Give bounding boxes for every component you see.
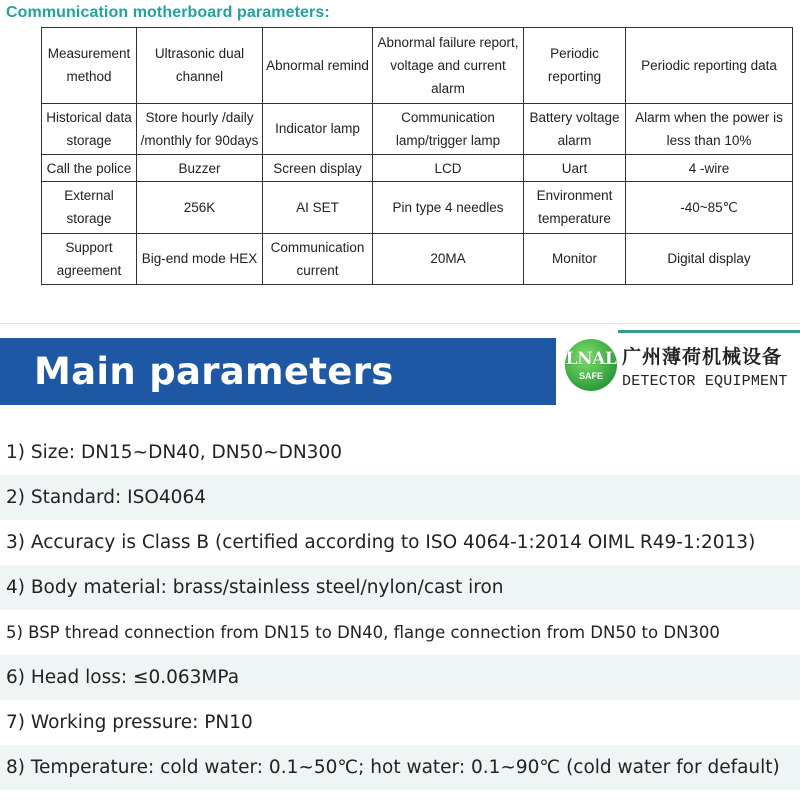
table-cell: Environment temperature (524, 182, 626, 233)
divider (0, 323, 800, 324)
table-cell: Store hourly /daily /monthly for 90days (137, 103, 263, 154)
list-item: 7) Working pressure: PN10 (6, 712, 253, 733)
table-cell: -40~85℃ (626, 182, 793, 233)
list-item: 1) Size: DN15~DN40, DN50~DN300 (6, 442, 342, 463)
list-item: 5) BSP thread connection from DN15 to DN40, flange connection from DN50 to DN300 (6, 623, 720, 642)
table-cell: Alarm when the power is less than 10% (626, 103, 793, 154)
table-cell: LCD (373, 154, 524, 181)
section-title: Communication motherboard parameters: (6, 4, 330, 21)
list-item: 8) Temperature: cold water: 0.1~50℃; hot water: 0.1~90℃ (cold water for default) (0, 745, 800, 790)
logo-accent-line (618, 330, 800, 333)
table-row (42, 233, 793, 284)
list-item: 4) Body material: brass/stainless steel/nylon/cast iron (0, 565, 800, 610)
main-parameters-list (0, 430, 800, 790)
list-item: 3) Accuracy is Class B (certified according to ISO 4064-1:2014 OIML R49-1:2013) (6, 532, 756, 553)
table-row (42, 182, 793, 233)
table-cell: AI SET (263, 182, 373, 233)
table-cell: 256K (137, 182, 263, 233)
table-cell: Periodic reporting (524, 28, 626, 104)
logo-sub: SAFE (578, 371, 603, 381)
table-cell: Pin type 4 needles (373, 182, 524, 233)
table-cell: Abnormal remind (263, 28, 373, 104)
table-cell: Periodic reporting data (626, 28, 793, 104)
parameters-table (41, 27, 793, 285)
table-cell: Indicator lamp (263, 103, 373, 154)
table-cell: Screen display (263, 154, 373, 181)
table-cell: External storage (42, 182, 137, 233)
table-cell: Measurement method (42, 28, 137, 104)
list-item: 6) Head loss: ≤0.063MPa (0, 655, 800, 700)
table-cell: Uart (524, 154, 626, 181)
banner-title: Main parameters (34, 350, 394, 393)
table-cell: 4 -wire (626, 154, 793, 181)
table-cell: Support agreement (42, 233, 137, 284)
logo-mark: LNAL (565, 349, 617, 369)
table-cell: Call the police (42, 154, 137, 181)
table-row (42, 103, 793, 154)
table-row (42, 28, 793, 104)
table-cell: Historical data storage (42, 103, 137, 154)
table-cell: Big-end mode HEX (137, 233, 263, 284)
company-name-cn: 广州薄荷机械设备 (622, 346, 783, 368)
table-cell: 20MA (373, 233, 524, 284)
company-logo (556, 330, 800, 405)
table-cell: Communication lamp/trigger lamp (373, 103, 524, 154)
logo-badge-icon (565, 339, 617, 391)
table-cell: Battery voltage alarm (524, 103, 626, 154)
table-cell: Buzzer (137, 154, 263, 181)
list-item: 2) Standard: ISO4064 (0, 475, 800, 520)
table-cell: Abnormal failure report, voltage and current alarm (373, 28, 524, 104)
table-row (42, 154, 793, 181)
main-parameters-banner (0, 338, 556, 405)
table-cell: Digital display (626, 233, 793, 284)
table-cell: Monitor (524, 233, 626, 284)
table-cell: Ultrasonic dual channel (137, 28, 263, 104)
company-name-en: DETECTOR EQUIPMENT (622, 373, 788, 390)
table-cell: Communication current (263, 233, 373, 284)
